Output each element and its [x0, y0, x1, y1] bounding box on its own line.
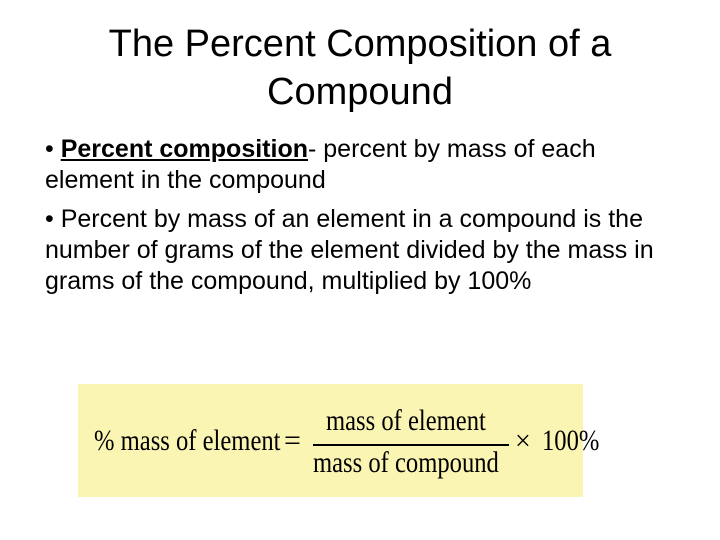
title-line-1: The Percent Composition of a — [108, 23, 612, 65]
term-percent-composition: Percent composition — [60, 135, 308, 163]
bullet-1-definition: - percent by mass of each element in the compound — [45, 135, 596, 194]
bullet-marker: • — [45, 205, 54, 233]
title-line-2: Compound — [267, 71, 453, 113]
formula-equals: = — [284, 424, 301, 457]
bullet-percent-by-mass — [45, 204, 685, 297]
bullet-marker: • — [45, 135, 54, 163]
slide-title — [40, 20, 680, 116]
formula-times: × — [515, 426, 531, 457]
formula-box — [78, 384, 600, 497]
bullet-percent-composition — [45, 134, 685, 196]
formula-numerator: mass of element — [326, 404, 486, 437]
percent-mass-formula — [78, 384, 600, 497]
formula-lhs: % mass of element — [94, 424, 281, 457]
slide-body — [45, 134, 685, 305]
formula-denominator: mass of compound — [313, 446, 499, 479]
formula-factor: 100% — [542, 424, 600, 457]
bullet-2-text: Percent by mass of an element in a compound is the number of grams of the element divided by the mass in grams of the compound, multiplied by 100% — [45, 205, 654, 295]
